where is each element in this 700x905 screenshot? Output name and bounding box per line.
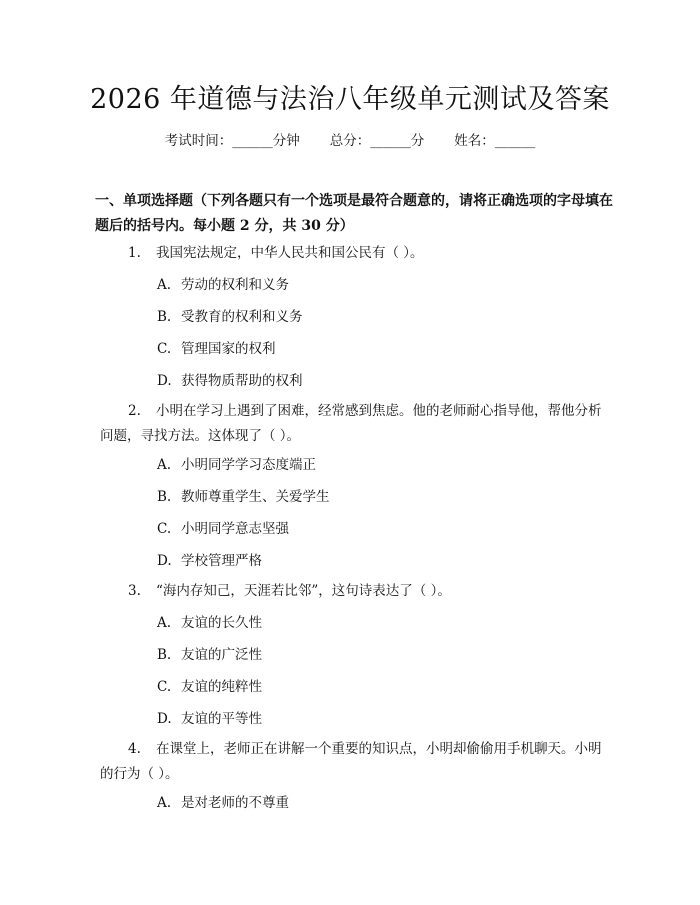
total-score-field: 总分：______分 [329,133,425,149]
option-text: 获得物质帮助的权利 [181,373,303,389]
option-letter: D. [157,711,172,727]
option-letter: A. [157,457,172,473]
option-2c [157,518,597,540]
option-2a [157,454,597,476]
option-text: 友谊的广泛性 [181,647,262,663]
option-1a [157,274,597,296]
option-text: 友谊的长久性 [181,615,262,631]
question-4 [100,737,610,787]
option-3c [157,676,597,698]
option-letter: D. [157,373,172,389]
question-text: 在课堂上，老师正在讲解一个重要的知识点，小明却偷偷用手机聊天。小明的行为（ ）。 [100,741,602,782]
option-1c [157,338,597,360]
option-text: 管理国家的权利 [181,341,276,357]
option-letter: A. [157,615,172,631]
option-letter: B. [157,489,172,505]
option-text: 小明同学学习态度端正 [181,457,316,473]
question-2 [100,399,610,449]
option-text: 友谊的纯粹性 [181,679,262,695]
option-text: 教师尊重学生、关爱学生 [181,489,330,505]
option-text: 劳动的权利和义务 [181,277,289,293]
option-letter: C. [157,521,172,537]
option-letter: B. [157,647,172,663]
question-1 [100,241,610,266]
question-3 [100,579,610,604]
option-text: 学校管理严格 [181,553,262,569]
question-text: 小明在学习上遇到了困难，经常感到焦虑。他的老师耐心指导他，帮他分析问题，寻找方法。这体现了（ ）。 [100,403,602,444]
exam-time-field: 考试时间：______分钟 [164,133,300,149]
question-number: 1. [128,245,141,261]
question-text: 我国宪法规定，中华人民共和国公民有（ ）。 [156,245,424,261]
question-text: “海内存知己，天涯若比邻”，这句诗表达了（ ）。 [156,583,451,599]
option-letter: D. [157,553,172,569]
option-3b [157,644,597,666]
option-2b [157,486,597,508]
option-letter: C. [157,341,172,357]
option-text: 友谊的平等性 [181,711,262,727]
question-number: 4. [128,741,141,757]
option-letter: A. [157,277,172,293]
option-text: 受教育的权利和义务 [181,309,303,325]
option-4a [157,792,597,814]
option-letter: C. [157,679,172,695]
option-text: 小明同学意志坚强 [181,521,289,537]
option-1d [157,370,597,392]
option-3a [157,612,597,634]
option-3d [157,708,597,730]
section-heading: 一、单项选择题（下列各题只有一个选项是最符合题意的，请将正确选项的字母填在题后的括号内。每小题 2 分，共 30 分） [95,193,613,234]
option-text: 是对老师的不尊重 [181,795,289,811]
option-letter: A. [157,795,172,811]
student-name-field: 姓名：______ [454,133,536,149]
question-number: 3. [128,583,141,599]
option-1b [157,306,597,328]
document-title: 2026 年道德与法治八年级单元测试及答案 [90,84,610,115]
question-number: 2. [128,403,141,419]
option-2d [157,550,597,572]
exam-meta [0,130,700,152]
option-letter: B. [157,309,172,325]
